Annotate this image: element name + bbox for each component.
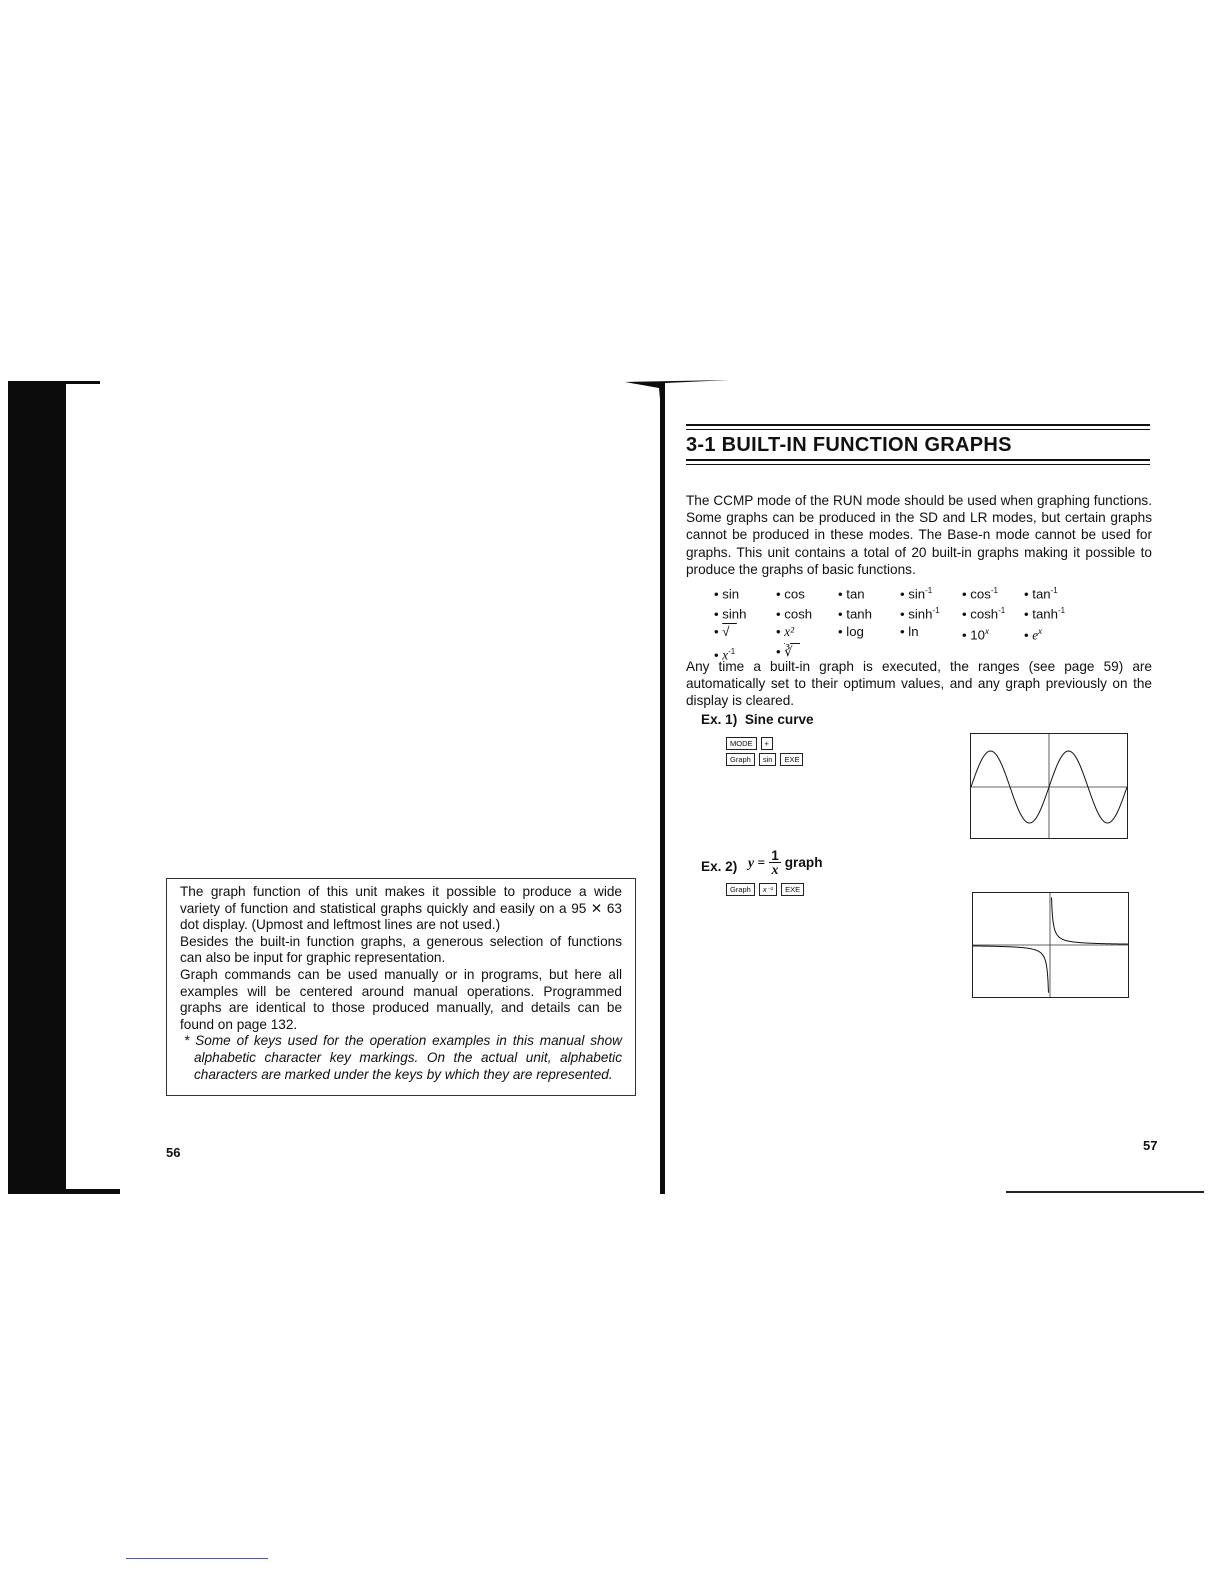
bottom-underline — [126, 1558, 268, 1559]
title-rule-top-thin — [686, 429, 1150, 430]
function-item: • sin — [714, 586, 740, 602]
example-1-keys-row-1 — [726, 737, 773, 750]
info-paragraph-1: The graph function of this unit makes it possible to produce a wide variety of function and statistical graphs quickly and easily on a 95 ✕ 63 dot display. (Upmost and leftmost lines are not used.) — [180, 884, 622, 933]
info-note: * Some of keys used for the operation examples in this manual show alphabetic character key markings. On the actual unit, alphabetic characters are marked under the keys by which they are represented. — [184, 1033, 622, 1082]
function-item: • $e^x$ — [1024, 626, 1043, 643]
info-box — [166, 878, 636, 1096]
function-item: • $\sinh^{-1}$ — [900, 606, 940, 622]
title-rule-bottom-thin — [686, 464, 1150, 465]
sin-key[interactable]: sin — [759, 753, 777, 766]
function-item: • $\cos^{-1}$ — [962, 586, 998, 602]
function-item: • $\sin^{-1}$ — [900, 586, 933, 602]
sine-graph — [971, 734, 1127, 838]
function-item: • $x^{-1}$ — [714, 647, 736, 663]
example-2-heading: Ex. 2) — [701, 859, 738, 874]
function-row-1 — [714, 582, 1094, 602]
left-binding-shadow — [8, 381, 66, 1194]
reciprocal-branch-positive — [1052, 897, 1128, 944]
example-1-heading: Ex. 1) Sine curve — [701, 712, 814, 727]
fraction-denominator: x — [771, 862, 779, 877]
after-paragraph: Any time a built-in graph is executed, the ranges (see page 59) are automatically set to their optimum values, and any graph previously on the display is cleared. — [686, 659, 1152, 709]
example-2-formula — [748, 849, 823, 876]
function-item: • tan — [838, 586, 865, 602]
function-item: • 10$^x$ — [962, 626, 989, 643]
formula-fraction — [769, 849, 781, 876]
left-bottom-edge — [66, 1189, 120, 1194]
function-list — [714, 582, 1094, 664]
plus-key[interactable]: + — [761, 737, 773, 750]
section-title: 3-1 BUILT-IN FUNCTION GRAPHS — [686, 434, 1012, 456]
function-item: • ∛ — [776, 644, 801, 660]
function-row-2 — [714, 602, 1094, 622]
title-rule-bottom — [686, 459, 1150, 461]
info-paragraph-3: Graph commands can be used manually or in programs, but here all examples will be centered around manual operations. Programmed graphs are identical to those produced manually, and details can be found on page 132. — [180, 966, 622, 1032]
example-1-keys-row-2 — [726, 753, 803, 766]
title-rule-top — [686, 424, 1150, 426]
reciprocal-branch-negative — [973, 946, 1048, 993]
exe-key[interactable]: EXE — [781, 883, 804, 896]
graph-key[interactable]: Graph — [726, 753, 755, 766]
mode-key[interactable]: MODE — [726, 737, 757, 750]
reciprocal-graph — [973, 893, 1128, 997]
example-2-keys — [726, 883, 804, 896]
exe-key[interactable]: EXE — [780, 753, 803, 766]
function-item: • ln — [900, 623, 919, 639]
reciprocal-graph-display — [972, 892, 1129, 998]
intro-paragraph: The CCMP mode of the RUN mode should be used when graphing functions. Some graphs can be produced in the SD and LR modes, but certain graphs cannot be produced in these modes. The Base-n mode cannot be used for graphs. This unit contains a total of 20 built-in graphs making it possible to produce the graphs of basic functions. — [686, 493, 1152, 577]
right-bottom-edge — [1006, 1191, 1204, 1193]
fraction-numerator: 1 — [771, 848, 779, 863]
formula-lhs: y = — [748, 854, 766, 870]
function-item: • cosh — [776, 606, 813, 622]
graph-key[interactable]: Graph — [726, 883, 755, 896]
info-paragraph-2: Besides the built-in function graphs, a generous selection of functions can also be input for graphic representation. — [180, 933, 622, 966]
center-binding-flap — [625, 380, 730, 410]
sine-graph-display — [970, 733, 1128, 839]
function-item: • $\cosh^{-1}$ — [962, 606, 1006, 622]
center-binding-shadow — [660, 390, 665, 1194]
page-number-right: 57 — [1143, 1138, 1158, 1153]
function-item: • √ — [714, 623, 737, 639]
reciprocal-key[interactable]: x⁻¹ — [759, 883, 777, 896]
function-item: • x² — [776, 623, 795, 639]
page-number-left: 56 — [166, 1145, 181, 1160]
left-top-edge — [66, 381, 100, 384]
function-item: • log — [838, 623, 864, 639]
function-item: • tanh — [838, 606, 872, 622]
example-2-title: graph — [784, 855, 823, 870]
function-item: • sinh — [714, 606, 747, 622]
function-row-3 — [714, 623, 1094, 643]
function-item: • $\tan^{-1}$ — [1024, 586, 1058, 602]
function-item: • cos — [776, 586, 805, 602]
function-item: • $\tanh^{-1}$ — [1024, 606, 1066, 622]
